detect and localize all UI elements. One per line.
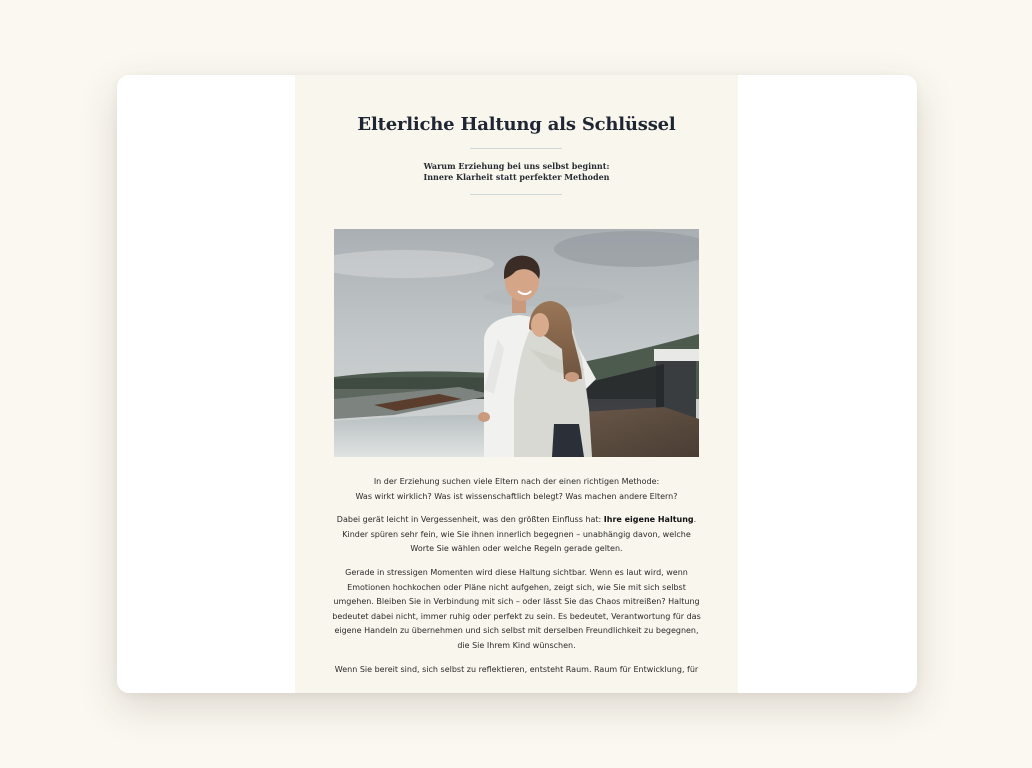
paragraph-intro bbox=[331, 475, 702, 504]
paragraph-attitude-start: Dabei gerät leicht in Vergessenheit, was den größten Einfluss hat: bbox=[336, 515, 604, 525]
article-subtitle bbox=[295, 161, 738, 183]
paragraph-reflection: Wenn Sie bereit sind, sich selbst zu reflektieren, entsteht Raum. Raum für Entwicklung, für bbox=[334, 664, 699, 674]
title-divider bbox=[470, 148, 562, 149]
article-body bbox=[331, 475, 702, 686]
paragraph-attitude-end: . Kinder spüren sehr fein, wie Sie ihnen innerlich begegnen – unabhängig davon, welche Worte Sie wählen oder welche Regeln gerade gelten. bbox=[342, 515, 697, 554]
subtitle-line-1: Warum Erziehung bei uns selbst beginnt: bbox=[423, 161, 610, 171]
subtitle-line-2: Innere Klarheit statt perfekter Methoden bbox=[423, 172, 610, 182]
paragraph-stress: Gerade in stressigen Momenten wird diese Haltung sichtbar. Wenn es laut wird, wenn Emotionen hochkochen oder Pläne nicht aufgehen, zeigt sich, wie Sie mit sich selbst umgehen. Bleiben Sie in Verbindung mit sich – oder lässt Sie das Chaos mitreißen? Haltung bedeutet dabei nicht, immer ruhig oder perfekt zu sein. Es bedeutet, Verantwortung für das eigene Handeln zu übernehmen und sich selbst mit derselben Freundlichkeit zu begegnen, die Sie Ihrem Kind wünschen. bbox=[332, 567, 701, 650]
page-title: Elterliche Haltung als Schlüssel bbox=[357, 114, 676, 135]
emphasis-own-attitude: Ihre eigene Haltung bbox=[603, 515, 694, 525]
article-column bbox=[295, 75, 738, 693]
paragraph-attitude bbox=[331, 513, 702, 557]
intro-line-2: Was wirkt wirklich? Was ist wissenschaftlich belegt? Was machen andere Eltern? bbox=[355, 491, 678, 501]
page-card bbox=[117, 75, 917, 693]
subtitle-divider bbox=[470, 194, 562, 195]
hero-image bbox=[334, 229, 699, 457]
intro-line-1: In der Erziehung suchen viele Eltern nach der einen richtigen Methode: bbox=[373, 477, 660, 486]
